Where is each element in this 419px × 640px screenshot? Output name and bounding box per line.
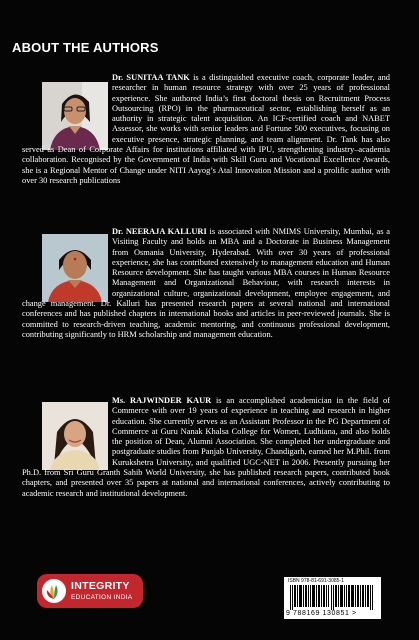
publisher-tagline: EDUCATION INDIA (71, 594, 133, 601)
publisher-emblem-icon (42, 579, 66, 603)
isbn-label: ISBN 978-81-691-3085-1 (288, 578, 344, 584)
author-name: Dr. NEERAJA KALLURI (112, 227, 207, 236)
publisher-name: INTEGRITY (71, 580, 130, 592)
author-name: Ms. RAJWINDER KAUR (112, 396, 212, 405)
publisher-logo (37, 574, 143, 608)
author-bio-kalluri: Dr. NEERAJA KALLURI is associated with NMIMS University, Mumbai, as a Visiting Faculty and holds an MBA and a Doctorate in Business Management from Osmania University, Hyderabad. With over 30 years of professional experience, she has contributed extensively to management education and Human Resource development. She has taught various MBA courses in Human Resource Management and Organizational Behaviour, with research interests in organizational culture, organizational development, employee engagement, and change management. Dr. Kalluri has presented research papers at several national and international conferences and has published chapters in international books and articles in peer-reviewed journals. She is committed to research-driven teaching, academic mentoring, and continuous professional development, contributing significantly to HRM scholarship and management education. (22, 227, 390, 339)
author-bio-tank: Dr. SUNITAA TANK is a distinguished executive coach, corporate leader, and researcher in human resource strategy with over 25 years of professional experience. She authored India’s first doctoral thesis on Recruitment Process Outsourcing (RPO) in the pharmaceutical sector, establishing herself as an authority in strategic talent acquisition. An ICF-certified coach and NABET Assessor, she works with senior leaders and Fortune 500 executives, focusing on executive presence, strategic planning, and team alignment. Dr. Tank has also served as Dean of Corporate Affairs for institutions affiliated with IPU, strengthening industry–academia collaboration. Recognised by the Government of India with Skill Guru and Vocational Excellence Awards, she is a Regional Mentor of Change under NITI Aayog’s Atal Innovation Mission and a prolific author with over 30 research publications (22, 73, 390, 185)
author-bio-kaur: Ms. RAJWINDER KAUR is an accomplished academician in the field of Commerce with over 19 years of experience in teaching and research in higher education. She currently serves as an Assistant Professor in the PG Department of Commerce at Guru Nanak Khalsa College for Women, Ludhiana, and also holds the position of Dean, Alumni Association. She completed her undergraduate and postgraduate studies from Panjab University, Chandigarh, earned her M.Phil. from Kurukshetra University, and qualified UGC-NET in 2006. Presently pursuing her Ph.D. from Sri Guru Granth Sahib World University, she has published research papers, contributed book chapters, and presented over 35 papers at national and international conferences, actively contributing to academic research and institutional development. (22, 396, 390, 498)
isbn-barcode (284, 577, 381, 619)
author-name: Dr. SUNITAA TANK (112, 73, 190, 82)
barcode-bars-icon (290, 585, 376, 610)
page-title: ABOUT THE AUTHORS (12, 40, 159, 55)
isbn-number: 9 788169 130851 > (286, 610, 357, 617)
